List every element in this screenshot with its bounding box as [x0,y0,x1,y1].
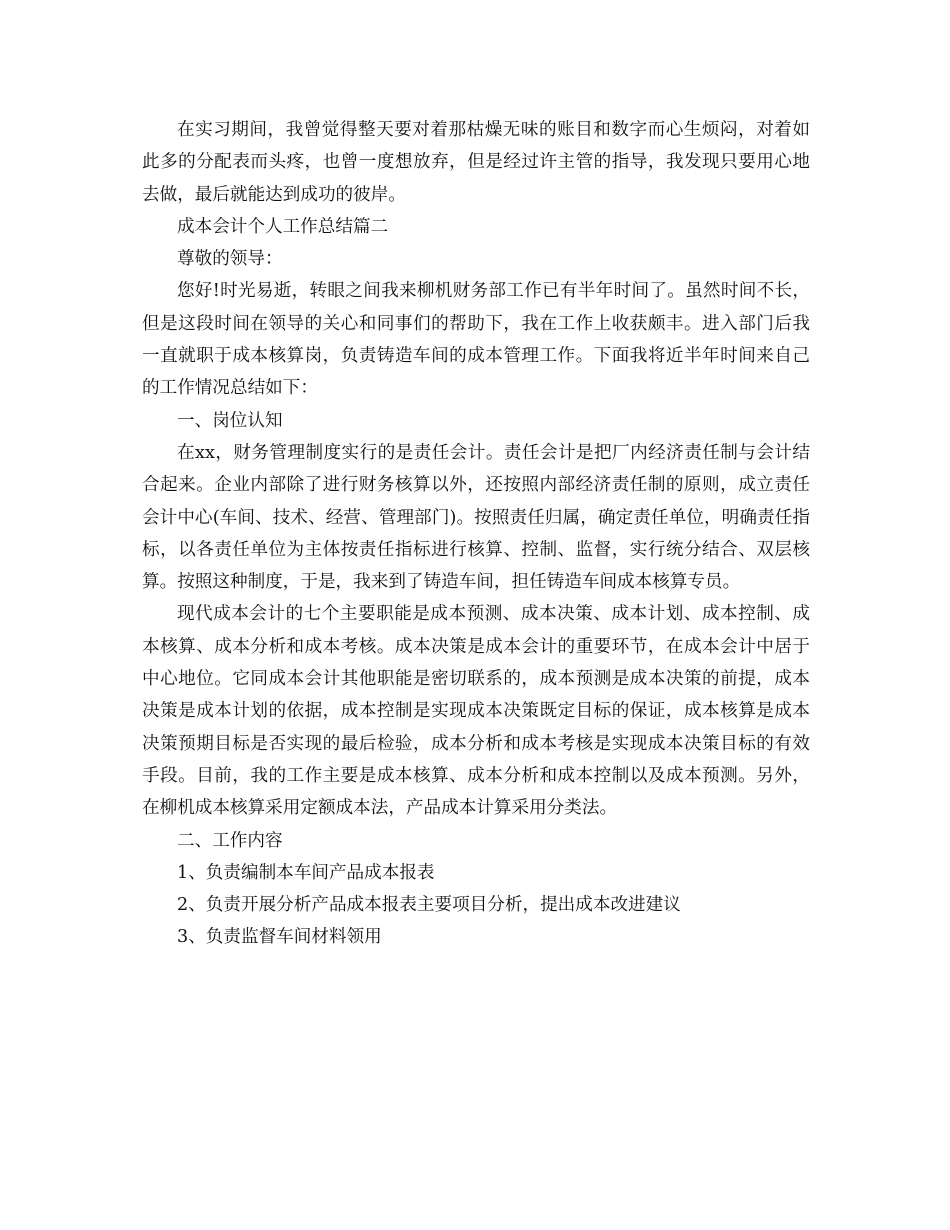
section-title-summary-two: 成本会计个人工作总结篇二 [177,216,389,237]
paragraph-cost-accounting-functions: 现代成本会计的七个主要职能是成本预测、成本决策、成本计划、成本控制、成本核算、成本分析和成本考核。成本决策是成本会计的重要环节，在成本会计中居于中心地位。它同成本会计其他职能是密切联系的，成本预测是成本决策的前提，成本决策是成本计划的依据，成本控制是实现成本决策既定目标的保证，成本核算是成本决策预期目标是否实现的最后检验，成本分析和成本考核是实现成本决策目标的有效手段。目前，我的工作主要是成本核算、成本分析和成本控制以及成本预测。另外，在柳机成本核算采用定额成本法，产品成本计算采用分类法。 [142,604,810,819]
list-item-material-supervision: 3、负责监督车间材料领用 [177,927,382,948]
salutation: 尊敬的领导： [177,249,283,270]
list-item-cost-analysis: 2、负责开展分析产品成本报表主要项目分析，提出成本改进建议 [177,895,681,916]
document-body [142,114,810,954]
list-item-cost-report: 1、负责编制本车间产品成本报表 [177,862,435,883]
paragraph-internship-reflection: 在实习期间，我曾觉得整天要对着那枯燥无味的账目和数字而心生烦闷，对着如此多的分配表而头疼，也曾一度想放弃，但是经过许主管的指导，我发现只要用心地去做，最后就能达到成功的彼岸。 [142,120,810,205]
heading-job-cognition: 一、岗位认知 [177,410,283,431]
paragraph-introduction: 您好!时光易逝，转眼之间我来柳机财务部工作已有半年时间了。虽然时间不长，但是这段时间在领导的关心和同事们的帮助下，我在工作上收获颇丰。进入部门后我一直就职于成本核算岗，负责铸造车间的成本管理工作。下面我将近半年时间来自己的工作情况总结如下： [142,281,810,399]
paragraph-responsibility-accounting: 在xx，财务管理制度实行的是责任会计。责任会计是把厂内经济责任制与会计结合起来。企业内部除了进行财务核算以外，还按照内部经济责任制的原则，成立责任会计中心(车间、技术、经营、管理部门)。按照责任归属，确定责任单位，明确责任指标，以各责任单位为主体按责任指标进行核算、控制、监督，实行统分结合、双层核算。按照这种制度，于是，我来到了铸造车间，担任铸造车间成本核算专员。 [142,442,810,593]
heading-work-content: 二、工作内容 [177,830,283,851]
